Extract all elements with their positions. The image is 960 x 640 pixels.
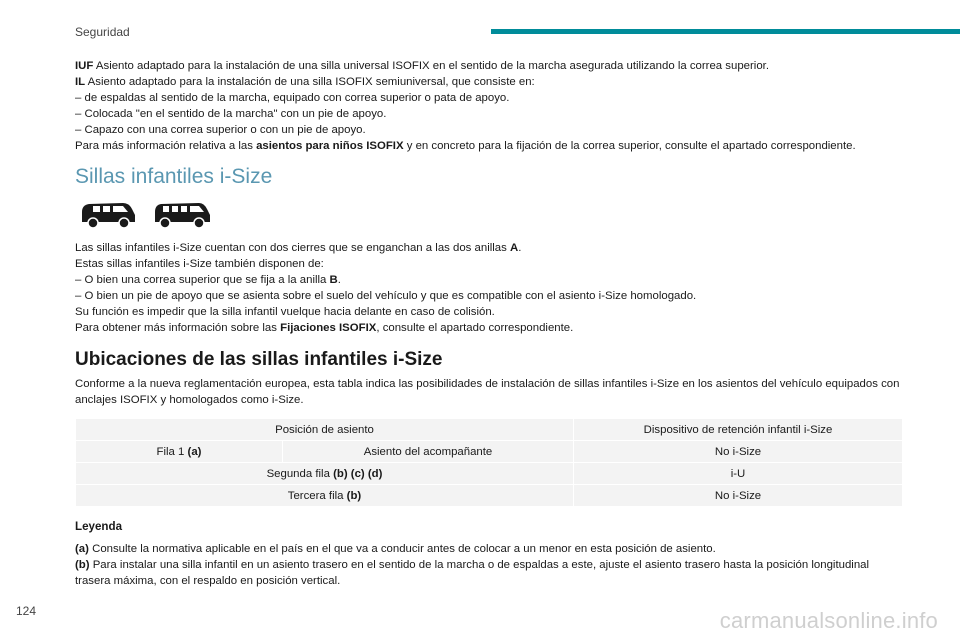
locations-description: Conforme a la nueva reglamentación europea, esta tabla indica las posibilidades de instalación de sillas infantiles i-Size en los asientos del vehículo equipados con anclajes ISOFIX y homologados como i-Size. bbox=[75, 378, 900, 406]
table-cell: Segunda fila (b) (c) (d) bbox=[76, 463, 574, 485]
isize-paragraph-4: Para obtener más información sobre las Fijaciones ISOFIX, consulte el apartado correspondiente. bbox=[75, 322, 574, 334]
list-item: – O bien una correa superior que se fija a la anilla B. bbox=[75, 274, 341, 286]
table-cell: Fila 1 (a) bbox=[76, 441, 283, 463]
isize-paragraph-3: Su función es impedir que la silla infantil vuelque hacia delante en caso de colisión. bbox=[75, 306, 495, 318]
isofix-seats-link-text: asientos para niños ISOFIX bbox=[256, 140, 404, 152]
locations-title: Ubicaciones de las sillas infantiles i-Size bbox=[75, 349, 443, 370]
list-item: – Capazo con una correa superior o con un pie de apoyo. bbox=[75, 124, 366, 136]
legend-item-a: (a) Consulte la normativa aplicable en el país en el que va a conducir antes de colocar a un menor en esta posición de asiento. bbox=[75, 543, 716, 555]
header-accent-bar bbox=[491, 29, 960, 34]
table-cell: Tercera fila (b) bbox=[76, 485, 574, 507]
watermark: carmanualsonline.info bbox=[719, 608, 938, 633]
il-text: Asiento adaptado para la instalación de una silla ISOFIX semiuniversal, que consiste en: bbox=[85, 76, 535, 88]
page-content bbox=[75, 58, 905, 589]
table-header-seat-position: Posición de asiento bbox=[76, 419, 574, 441]
isize-paragraph-2: Estas sillas infantiles i-Size también disponen de: bbox=[75, 258, 324, 270]
isize-paragraph-1: Las sillas infantiles i-Size cuentan con dos cierres que se enganchan a las dos anillas A. bbox=[75, 242, 522, 254]
isofix-fixings-link-text: Fijaciones ISOFIX bbox=[280, 322, 377, 334]
list-item: – O bien un pie de apoyo que se asienta sobre el suelo del vehículo y que es compatible con el asiento i-Size homologado. bbox=[75, 290, 697, 302]
il-paragraph bbox=[75, 74, 905, 90]
list-item: – de espaldas al sentido de la marcha, equipado con correa superior o pata de apoyo. bbox=[75, 92, 510, 104]
van-icon-long bbox=[153, 200, 211, 230]
vehicle-icons bbox=[79, 200, 905, 230]
isize-title: Sillas infantiles i-Size bbox=[75, 165, 273, 188]
section-header: Seguridad bbox=[75, 25, 130, 39]
iuf-code: IUF bbox=[75, 60, 94, 72]
iuf-text: Asiento adaptado para la instalación de una silla universal ISOFIX en el sentido de la marcha asegurada utilizando la correa superior. bbox=[93, 60, 769, 72]
il-code: IL bbox=[75, 76, 86, 88]
legend-item-b: (b) Para instalar una silla infantil en un asiento trasero en el sentido de la marcha o de espaldas a este, ajuste el asiento trasero hasta la posición longitudinal trasera máxima, con el respaldo en posición vertical. bbox=[75, 559, 870, 587]
table-cell: Asiento del acompañante bbox=[283, 441, 574, 463]
table-cell: No i-Size bbox=[574, 485, 903, 507]
page-number: 124 bbox=[16, 604, 37, 618]
more-info-paragraph: Para más información relativa a las asientos para niños ISOFIX y en concreto para la fijación de la correa superior, consulte el apartado correspondiente. bbox=[75, 140, 856, 152]
table-cell: No i-Size bbox=[574, 441, 903, 463]
legend-title: Leyenda bbox=[75, 520, 123, 533]
list-item: – Colocada "en el sentido de la marcha" con un pie de apoyo. bbox=[75, 108, 387, 120]
isize-seat-table bbox=[75, 418, 903, 507]
iuf-paragraph bbox=[75, 58, 905, 74]
table-row bbox=[76, 441, 903, 463]
table-cell: i-U bbox=[574, 463, 903, 485]
table-header-row bbox=[76, 419, 903, 441]
table-header-restraint: Dispositivo de retención infantil i-Size bbox=[574, 419, 903, 441]
table-row bbox=[76, 463, 903, 485]
van-icon-short bbox=[79, 200, 137, 230]
table-row bbox=[76, 485, 903, 507]
